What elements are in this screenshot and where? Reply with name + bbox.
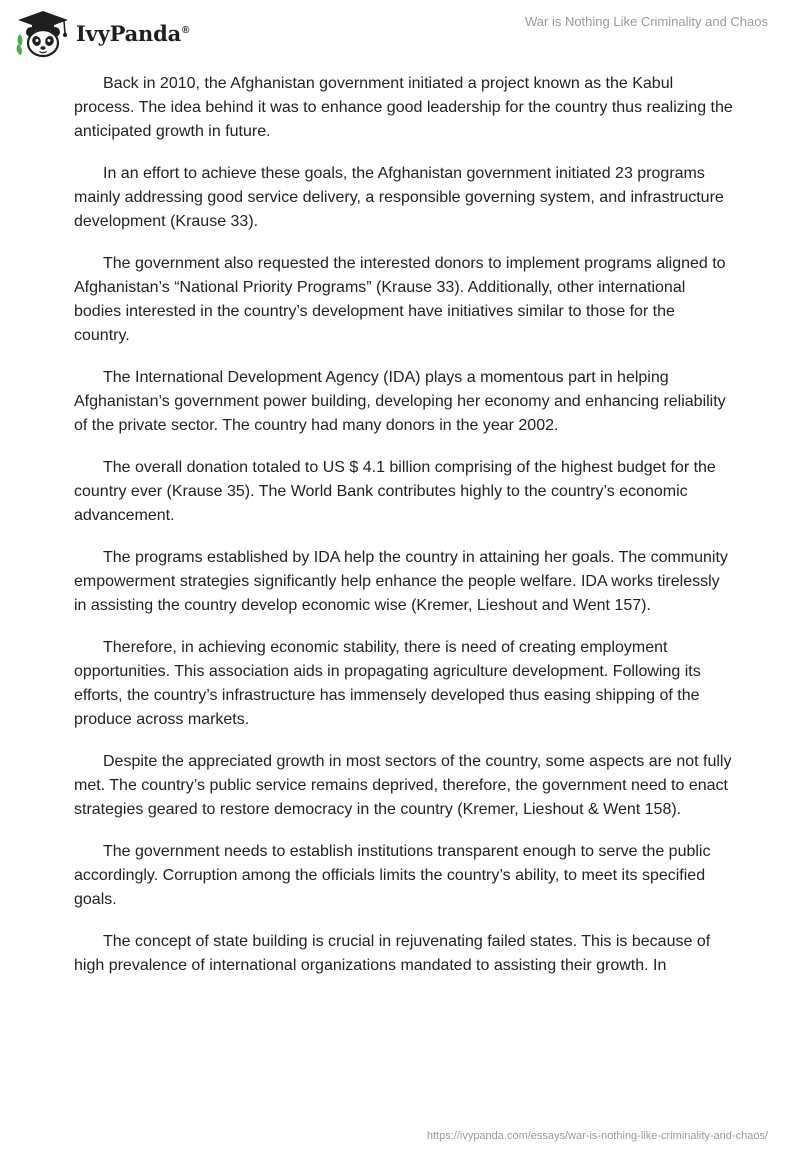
paragraph: Despite the appreciated growth in most sectors of the country, some aspects are not fully met. The country’s public service remains deprived, therefore, the government need to enact strategies geared to restore democracy in the country (Kremer, Lieshout & Went 158). (74, 753, 732, 818)
paragraph: The concept of state building is crucial in rejuvenating failed states. This is because of high prevalence of international organizations mandated to assisting their growth. In (74, 933, 711, 974)
paragraph: The programs established by IDA help the country in attaining her goals. The community empowerment strategies significantly help enhance the people welfare. IDA works tirelessly in assisting the country develop economic wise (Kremer, Lieshout and Went 157). (74, 549, 728, 614)
paragraph: The overall donation totaled to US $ 4.1 billion comprising of the highest budget for the country ever (Krause 35). The World Bank contributes highly to the country’s economic advancement. (74, 459, 716, 524)
paragraph: The government also requested the interested donors to implement programs aligned to Afghanistan’s “National Priority Programs” (Krause 33). Additionally, other international bodies interested in the country’s development have initiatives similar to those for the country. (74, 255, 726, 344)
source-url[interactable]: https://ivypanda.com/essays/war-is-nothing-like-criminality-and-chaos/ (426, 1130, 768, 1142)
paragraph: The government needs to establish institutions transparent enough to serve the public accordingly. Corruption among the officials limits the country’s ability, to meet its specified goals. (74, 843, 711, 908)
document-title: War is Nothing Like Criminality and Chaos (524, 14, 768, 29)
paragraph: In an effort to achieve these goals, the Afghanistan government initiated 23 programs mainly addressing good service delivery, a responsible governing system, and infrastructure development (Krause 33). (74, 165, 724, 230)
page-header (0, 0, 800, 70)
paragraph: The International Development Agency (IDA) plays a momentous part in helping Afghanistan’s government power building, developing her economy and enhancing reliability of the private sector. The country had many donors in the year 2002. (74, 369, 726, 434)
paragraph: Back in 2010, the Afghanistan government initiated a project known as the Kabul process. The idea behind it was to enhance good leadership for the country thus realizing the anticipated growth in future. (74, 75, 733, 140)
paragraph: Therefore, in achieving economic stability, there is need of creating employment opportunities. This association aids in propagating agriculture development. Following its efforts, the country’s infrastructure has immensely developed thus easing shipping of the produce across markets. (74, 639, 701, 728)
panda-graduate-icon (14, 8, 72, 60)
brand-name (76, 21, 189, 46)
ivypanda-logo[interactable] (14, 8, 194, 60)
essay-body (74, 72, 734, 996)
brand-name-text: IvyPanda (76, 20, 182, 46)
registered-mark: ® (182, 24, 190, 36)
